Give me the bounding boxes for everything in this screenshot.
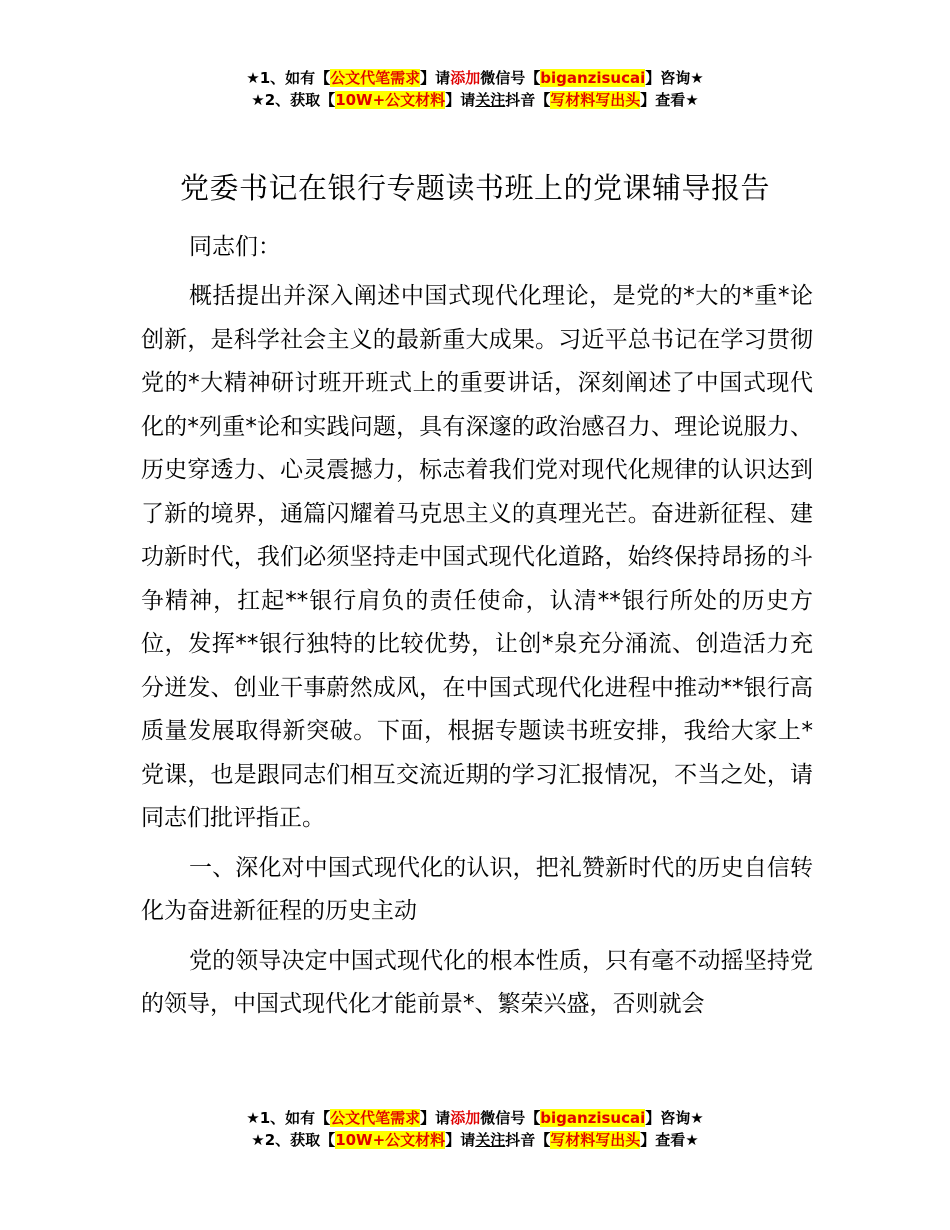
greeting-text: 同志们： — [189, 234, 281, 260]
paragraph-intro: 概括提出并深入阐述中国式现代化理论，是党的*大的*重*论创新，是科学社会主义的最新重大成果。习近平总书记在学习贯彻党的*大精神研讨班开班式上的重要讲话，深刻阐述了中国式现代化的*列重*论和实践问题，具有深邃的政治感召力、理论说服力、历史穿透力、心灵震撼力，标志着我们党对现代化规律的认识达到了新的境界，通篇闪耀着马克思主义的真理光芒。奋进新征程、建功新时代，我们必须坚持走中国式现代化道路，始终保持昂扬的斗争精神，扛起**银行肩负的责任使命，认清**银行所处的历史方位，发挥**银行独特的比较优势，让创*泉充分涌流、创造活力充分迸发、创业干事蔚然成风，在中国式现代化进程中推动**银行高质量发展取得新突破。下面，根据专题读书班安排，我给大家上*党课，也是跟同志们相互交流近期的学习汇报情况，不当之处，请同志们批评指正。 — [141, 283, 813, 831]
banner-line-1 — [0, 67, 950, 89]
banner-text: ★2、获取【 — [251, 91, 336, 109]
banner-emphasis: 关注 — [475, 1131, 506, 1149]
banner-text: 】请 — [420, 1109, 451, 1127]
document-title: 党委书记在银行专题读书班上的党课辅导报告 — [179, 171, 770, 205]
banner-highlight: 公文代笔需求 — [330, 1109, 421, 1127]
header-banner — [0, 67, 950, 111]
banner-text: 】咨询★ — [645, 69, 704, 87]
footer-banner — [0, 1107, 950, 1151]
banner-highlight: biganzisucai — [540, 69, 646, 87]
banner-highlight: 10W+公文材料 — [335, 91, 446, 109]
banner-emphasis: 添加 — [450, 1109, 481, 1127]
banner-text: ★1、如有【 — [246, 69, 331, 87]
banner-highlight: 10W+公文材料 — [335, 1131, 446, 1149]
banner-text: 抖音【 — [505, 91, 551, 109]
paragraph-section-1: 党的领导决定中国式现代化的根本性质，只有毫不动摇坚持党的领导，中国式现代化才能前景*、繁荣兴盛，否则就会 — [141, 947, 813, 1017]
banner-emphasis: 添加 — [450, 69, 481, 87]
banner-line-1 — [0, 1107, 950, 1129]
banner-text: 】查看★ — [640, 1131, 699, 1149]
banner-text: 微信号【 — [480, 1109, 541, 1127]
banner-text: ★1、如有【 — [246, 1109, 331, 1127]
greeting — [141, 226, 813, 270]
banner-text: 抖音【 — [505, 1131, 551, 1149]
banner-text: ★2、获取【 — [251, 1131, 336, 1149]
banner-highlight: biganzisucai — [540, 1109, 646, 1127]
banner-text: 】查看★ — [640, 91, 699, 109]
banner-text: 】请 — [445, 91, 476, 109]
banner-emphasis: 关注 — [475, 91, 506, 109]
section-heading-1: 一、深化对中国式现代化的认识，把礼赞新时代的历史自信转化为奋进新征程的历史主动 — [141, 854, 813, 924]
banner-text: 】咨询★ — [645, 1109, 704, 1127]
banner-highlight: 公文代笔需求 — [330, 69, 421, 87]
banner-text: 】请 — [420, 69, 451, 87]
document-body — [141, 275, 813, 1027]
banner-text: 微信号【 — [480, 69, 541, 87]
banner-highlight: 写材料写出头 — [550, 91, 641, 109]
banner-line-2 — [0, 1129, 950, 1151]
banner-highlight: 写材料写出头 — [550, 1131, 641, 1149]
banner-line-2 — [0, 89, 950, 111]
banner-text: 】请 — [445, 1131, 476, 1149]
